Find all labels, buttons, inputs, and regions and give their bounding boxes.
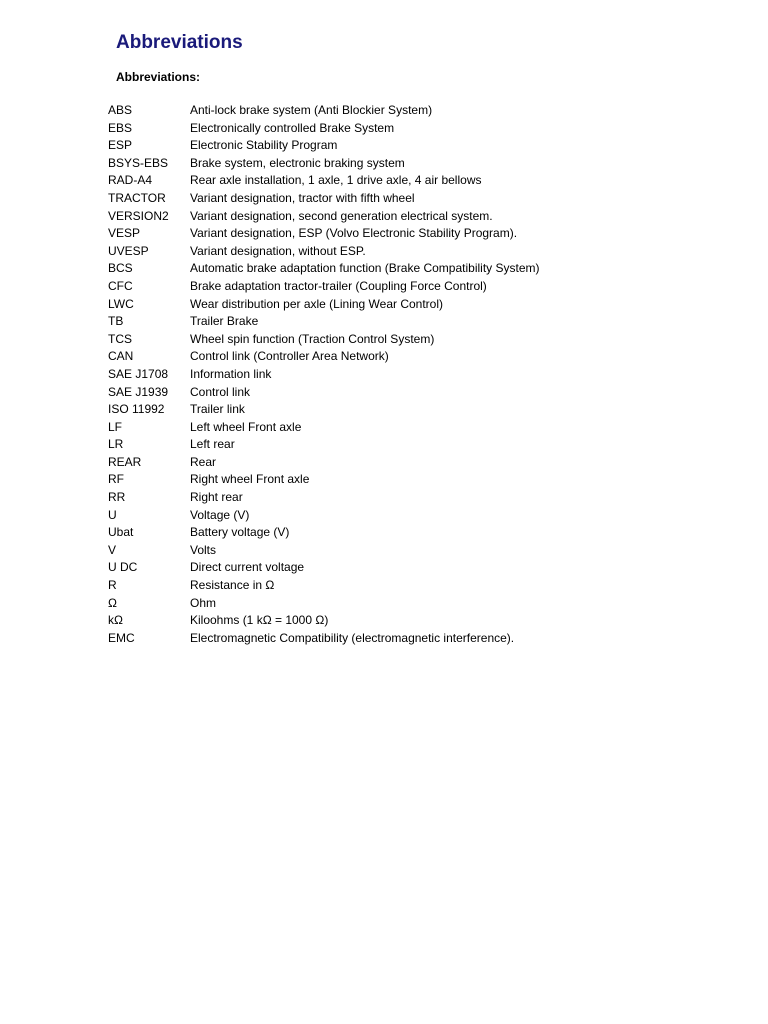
abbreviation-definition: Variant designation, tractor with fifth wheel [190, 190, 415, 205]
abbreviation-row [108, 524, 540, 542]
abbreviation-definition: Resistance in Ω [190, 578, 275, 593]
abbreviation-row [108, 595, 540, 613]
abbreviation-row [108, 507, 540, 525]
abbreviation-term: LF [108, 419, 123, 434]
abbreviation-definition: Ohm [190, 595, 217, 610]
abbreviation-term: BCS [108, 261, 133, 276]
abbreviation-term: TB [108, 314, 124, 329]
abbreviation-row [108, 489, 540, 507]
abbreviation-row [108, 225, 540, 243]
abbreviation-row [108, 577, 540, 595]
abbreviation-term: REAR [108, 454, 142, 469]
abbreviation-row [108, 419, 540, 437]
abbreviation-term: VESP [108, 226, 141, 241]
abbreviation-row [108, 331, 540, 349]
abbreviation-term: SAE J1939 [108, 384, 169, 399]
abbreviation-row [108, 542, 540, 560]
abbreviation-row [108, 366, 540, 384]
abbreviation-row [108, 172, 540, 190]
abbreviation-definition: Right rear [190, 490, 243, 505]
abbreviation-definition: Right wheel Front axle [190, 472, 310, 487]
abbreviation-definition: Brake adaptation tractor-trailer (Coupling Force Control) [190, 278, 487, 293]
abbreviation-definition: Brake system, electronic braking system [190, 155, 405, 170]
abbreviation-definition: Information link [190, 366, 272, 381]
abbreviation-row [108, 471, 540, 489]
abbreviation-row [108, 559, 540, 577]
abbreviation-row [108, 454, 540, 472]
abbreviation-definition: Rear axle installation, 1 axle, 1 drive axle, 4 air bellows [190, 173, 482, 188]
abbreviation-definition: Electronically controlled Brake System [190, 120, 395, 135]
abbreviation-term: ESP [108, 138, 133, 153]
abbreviation-definition: Wheel spin function (Traction Control System) [190, 331, 435, 346]
abbreviation-row [108, 612, 540, 630]
abbreviation-definition: Variant designation, ESP (Volvo Electronic Stability Program). [190, 226, 518, 241]
abbreviation-definition: Electromagnetic Compatibility (electromagnetic interference). [190, 630, 515, 645]
abbreviation-definition: Kiloohms (1 kΩ = 1000 Ω) [190, 613, 329, 628]
abbreviation-term: U [108, 507, 117, 522]
abbreviation-row [108, 260, 540, 278]
abbreviation-row [108, 190, 540, 208]
abbreviation-definition: Direct current voltage [190, 560, 305, 575]
abbreviation-definition: Left rear [190, 437, 235, 452]
abbreviation-definition: Automatic brake adaptation function (Brake Compatibility System) [190, 261, 540, 276]
abbreviation-row [108, 155, 540, 173]
abbreviation-row [108, 296, 540, 314]
abbreviation-definition: Anti-lock brake system (Anti Blockier System) [190, 103, 433, 117]
abbreviation-term: kΩ [108, 613, 123, 628]
abbreviation-row [108, 348, 540, 366]
abbreviation-term: R [108, 578, 117, 593]
abbreviation-row [108, 313, 540, 331]
section-heading: Abbreviations: [116, 70, 201, 84]
abbreviation-row [108, 630, 540, 648]
abbreviation-row [108, 278, 540, 296]
abbreviation-term: VERSION2 [108, 208, 169, 223]
abbreviation-term: V [108, 542, 117, 557]
abbreviation-term: BSYS-EBS [108, 155, 169, 170]
abbreviation-term: RAD-A4 [108, 173, 153, 188]
abbreviation-term: Ubat [108, 525, 134, 540]
abbreviation-term: TRACTOR [108, 190, 166, 205]
abbreviation-row [108, 384, 540, 402]
abbreviation-definition: Electronic Stability Program [190, 138, 338, 153]
abbreviation-definition: Variant designation, without ESP. [190, 243, 366, 258]
abbreviation-definition: Volts [190, 542, 217, 557]
abbreviation-term: EMC [108, 630, 135, 645]
abbreviation-definition: Trailer Brake [190, 314, 259, 329]
abbreviation-definition: Voltage (V) [190, 507, 250, 522]
abbreviation-term: CAN [108, 349, 134, 364]
abbreviation-row [108, 137, 540, 155]
abbreviation-term: ISO 11992 [108, 402, 165, 417]
abbreviation-term: SAE J1708 [108, 366, 169, 381]
abbreviation-definition: Battery voltage (V) [190, 525, 290, 540]
abbreviation-definition: Left wheel Front axle [190, 419, 302, 434]
abbreviation-term: TCS [108, 331, 132, 346]
abbreviation-term: LR [108, 437, 124, 452]
abbreviation-row [108, 436, 540, 454]
abbreviation-term: CFC [108, 278, 133, 293]
abbreviation-term: U DC [108, 560, 138, 575]
abbreviation-definition: Control link (Controller Area Network) [190, 349, 389, 364]
abbreviation-row [108, 243, 540, 261]
page-title: Abbreviations [116, 32, 243, 53]
abbreviation-row [108, 102, 540, 120]
abbreviation-row [108, 208, 540, 226]
abbreviation-list [108, 102, 540, 647]
abbreviation-term: LWC [108, 296, 134, 311]
abbreviation-definition: Rear [190, 454, 217, 469]
abbreviation-term: Ω [108, 595, 117, 610]
abbreviation-definition: Control link [190, 384, 251, 399]
abbreviation-definition: Variant designation, second generation electrical system. [190, 208, 493, 223]
abbreviation-definition: Trailer link [190, 402, 245, 417]
abbreviation-term: EBS [108, 120, 133, 135]
abbreviation-row [108, 401, 540, 419]
abbreviation-term: ABS [108, 103, 133, 117]
abbreviation-definition: Wear distribution per axle (Lining Wear Control) [190, 296, 444, 311]
abbreviation-term: UVESP [108, 243, 149, 258]
abbreviation-row [108, 120, 540, 138]
abbreviation-term: RR [108, 490, 126, 505]
abbreviation-term: RF [108, 472, 124, 487]
